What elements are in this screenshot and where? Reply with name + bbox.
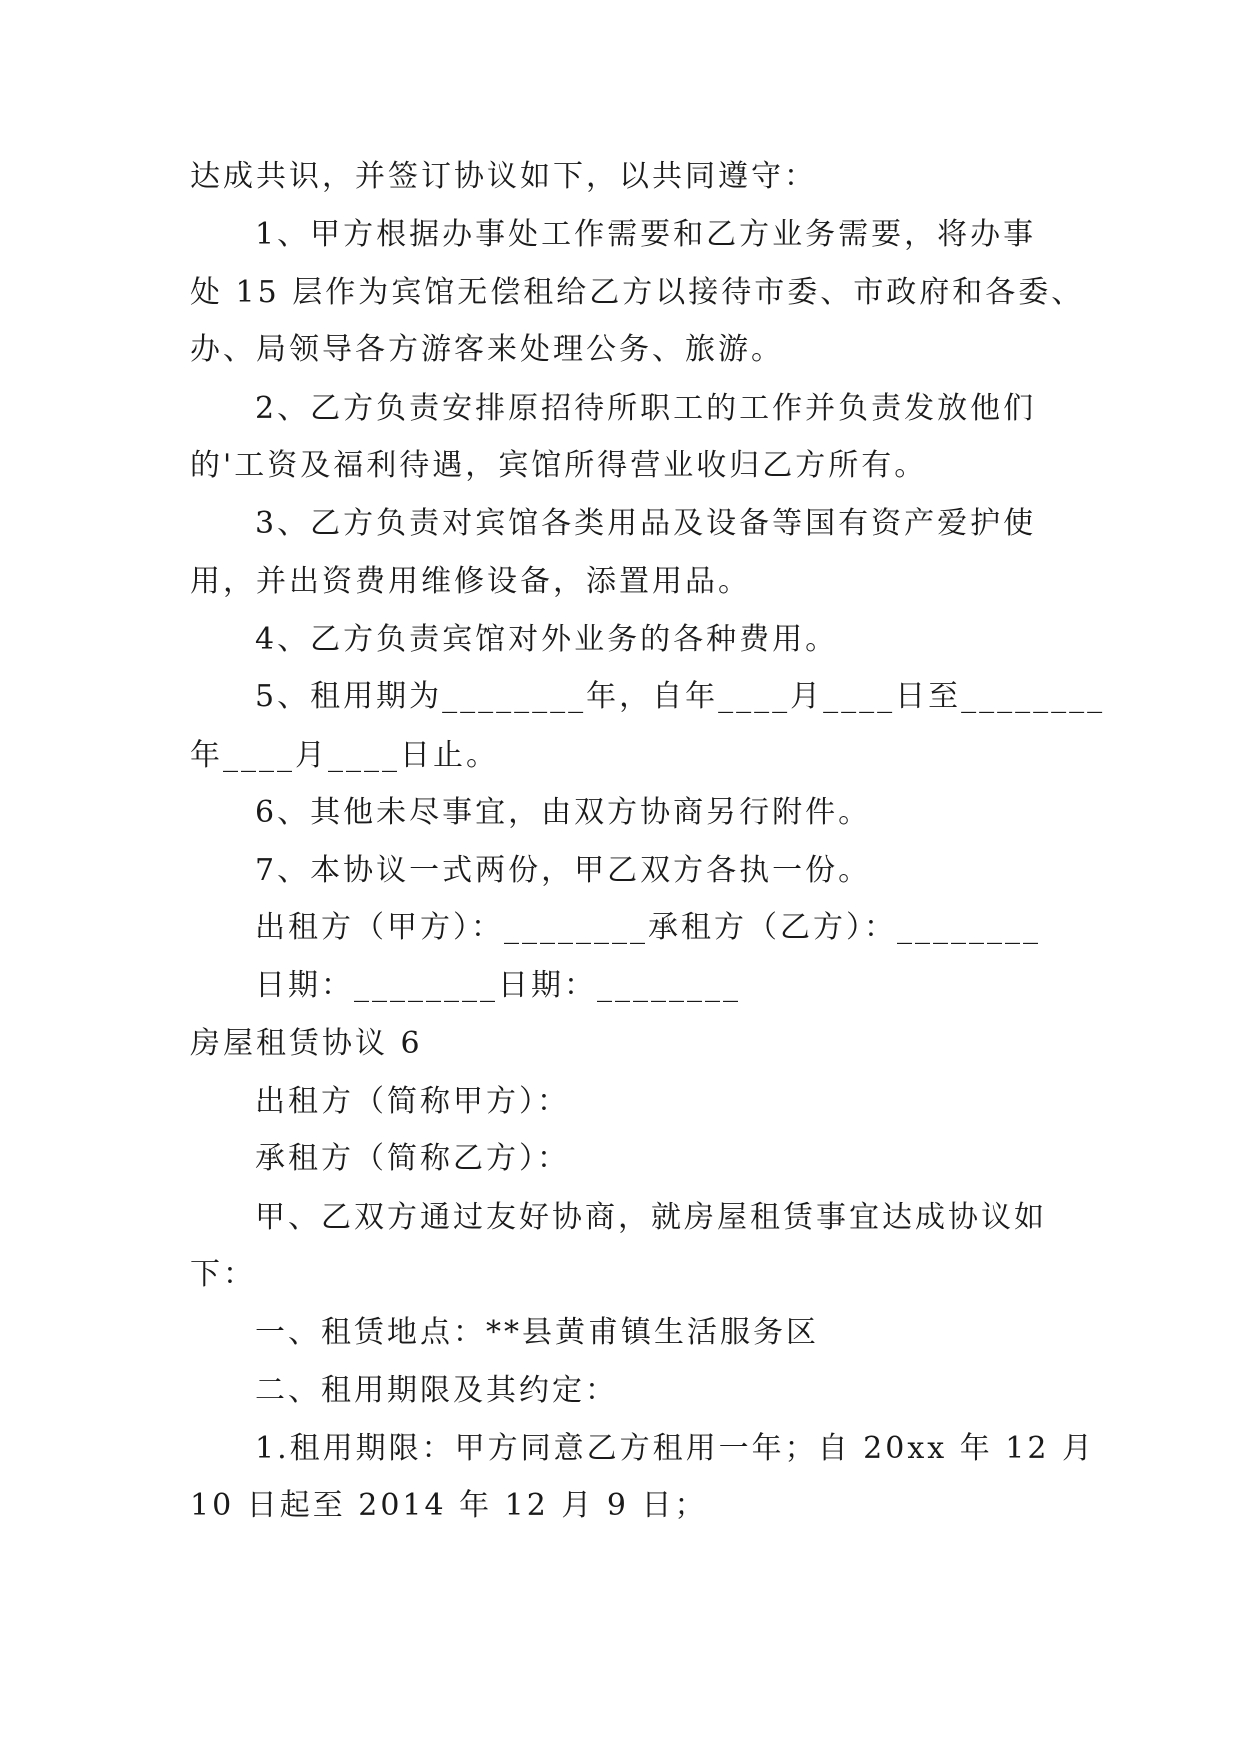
line-1: 达成共识，并签订协议如下，以共同遵守： xyxy=(190,159,817,194)
line-24: 10 日起至 2014 年 12 月 9 日； xyxy=(190,1488,708,1523)
section-title: 房屋租赁协议 6 xyxy=(190,1026,423,1061)
line-9: 4、乙方负责宾馆对外业务的各种费用。 xyxy=(255,622,839,657)
line-8: 用，并出资费用维修设备，添置用品。 xyxy=(190,564,751,599)
line-21: 一、租赁地点：**县黄甫镇生活服务区 xyxy=(255,1315,819,1350)
line-5: 2、乙方负责安排原招待所职工的工作并负责发放他们 xyxy=(255,391,1037,426)
line-2: 1、甲方根据办事处工作需要和乙方业务需要，将办事 xyxy=(255,217,1037,252)
line-23: 1.租用期限：甲方同意乙方租用一年；自 20xx 年 12 月 xyxy=(255,1431,1095,1466)
line-6: 的'工资及福利待遇，宾馆所得营业收归乙方所有。 xyxy=(190,448,928,483)
line-7: 3、乙方负责对宾馆各类用品及设备等国有资产爱护使 xyxy=(255,506,1037,541)
line-18: 承租方（简称乙方）： xyxy=(255,1141,570,1176)
line-3: 处 15 层作为宾馆无偿租给乙方以接待市委、市政府和各委、 xyxy=(190,275,1085,310)
line-22: 二、租用期限及其约定： xyxy=(255,1373,618,1408)
line-14: 出租方（甲方）：________承租方（乙方）：________ xyxy=(255,910,1041,945)
line-10: 5、租用期为________年，自年____月____日至________ xyxy=(255,679,1106,714)
line-11: 年____月____日止。 xyxy=(190,738,499,773)
line-19: 甲、乙双方通过友好协商，就房屋租赁事宜达成协议如 xyxy=(255,1200,1047,1235)
line-15: 日期：________日期：________ xyxy=(255,968,741,1003)
line-20: 下： xyxy=(190,1257,256,1292)
line-4: 办、局领导各方游客来处理公务、旅游。 xyxy=(190,332,784,367)
line-17: 出租方（简称甲方）： xyxy=(255,1084,570,1119)
line-12: 6、其他未尽事宜，由双方协商另行附件。 xyxy=(255,795,872,830)
line-13: 7、本协议一式两份，甲乙双方各执一份。 xyxy=(255,853,872,888)
